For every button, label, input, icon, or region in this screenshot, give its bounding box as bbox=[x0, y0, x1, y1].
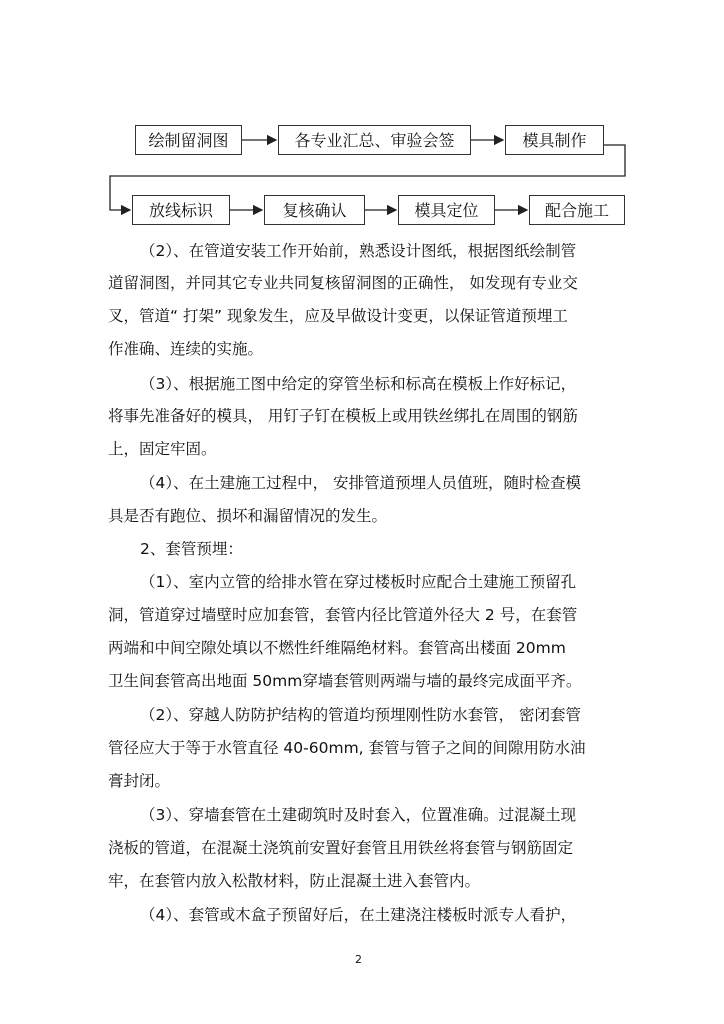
text-line: （4）、套管或木盒子预留好后，在土建浇注楼板时派专人看护， bbox=[140, 906, 577, 924]
flow-step-2: 各专业汇总、审验会签 bbox=[278, 125, 471, 155]
text-line: 作准确、连续的实施。 bbox=[108, 340, 264, 358]
page-number: 2 bbox=[355, 953, 362, 966]
text-line: 道留洞图，并同其它专业共同复核留洞图的正确性， 如发现有专业交 bbox=[108, 274, 578, 292]
text-line: 浇板的管道，在混凝土浇筑前安置好套管且用铁丝将套管与钢筋固定 bbox=[108, 839, 574, 857]
text-line: 洞，管道穿过墙壁时应加套管，套管内径比管道外径大 2 号，在套管 bbox=[108, 606, 578, 624]
text-line: （3）、根据施工图中给定的穿管坐标和标高在模板上作好标记， bbox=[140, 375, 577, 393]
text-line: （1）、室内立管的给排水管在穿过楼板时应配合土建施工预留孔 bbox=[140, 573, 577, 591]
flow-step-4: 放线标识 bbox=[132, 195, 230, 225]
flow-step-7: 配合施工 bbox=[529, 195, 625, 225]
text-line: （2）、穿越人防防护结构的管道均预埋刚性防水套管， 密闭套管 bbox=[140, 706, 582, 724]
text-line: 叉，管道“ 打架” 现象发生，应及早做设计变更，以保证管道预埋工 bbox=[108, 307, 568, 325]
text-line: 牢，在套管内放入松散材料，防止混凝土进入套管内。 bbox=[108, 872, 481, 890]
section-heading: 2、套管预埋： bbox=[140, 540, 243, 558]
text-line: （4）、在土建施工过程中， 安排管道预埋人员值班，随时检查模 bbox=[140, 474, 582, 492]
text-line: （3）、穿墙套管在土建砌筑时及时套入，位置准确。过混凝土现 bbox=[140, 806, 577, 824]
flow-step-1: 绘制留洞图 bbox=[135, 125, 242, 155]
text-line: 将事先准备好的模具， 用钉子钉在模板上或用铁丝绑扎在周围的钢筋 bbox=[108, 407, 578, 425]
flow-step-6: 模具定位 bbox=[398, 195, 495, 225]
text-line: （2）、在管道安装工作开始前，熟悉设计图纸，根据图纸绘制管 bbox=[140, 242, 577, 260]
text-line: 上，固定牢固。 bbox=[108, 440, 217, 458]
text-line: 膏封闭。 bbox=[108, 772, 171, 790]
flow-step-3: 模具制作 bbox=[505, 125, 604, 155]
text-line: 卫生间套管高出地面 50mm穿墙套管则两端与墙的最终完成面平齐。 bbox=[108, 672, 582, 690]
flow-step-5: 复核确认 bbox=[264, 195, 365, 225]
text-line: 管径应大于等于水管直径 40-60mm, 套管与管子之间的间隙用防水油 bbox=[108, 739, 586, 757]
text-line: 具是否有跑位、损坏和漏留情况的发生。 bbox=[108, 507, 388, 525]
text-line: 两端和中间空隙处填以不燃性纤维隔绝材料。套管高出楼面 20mm bbox=[108, 639, 566, 657]
